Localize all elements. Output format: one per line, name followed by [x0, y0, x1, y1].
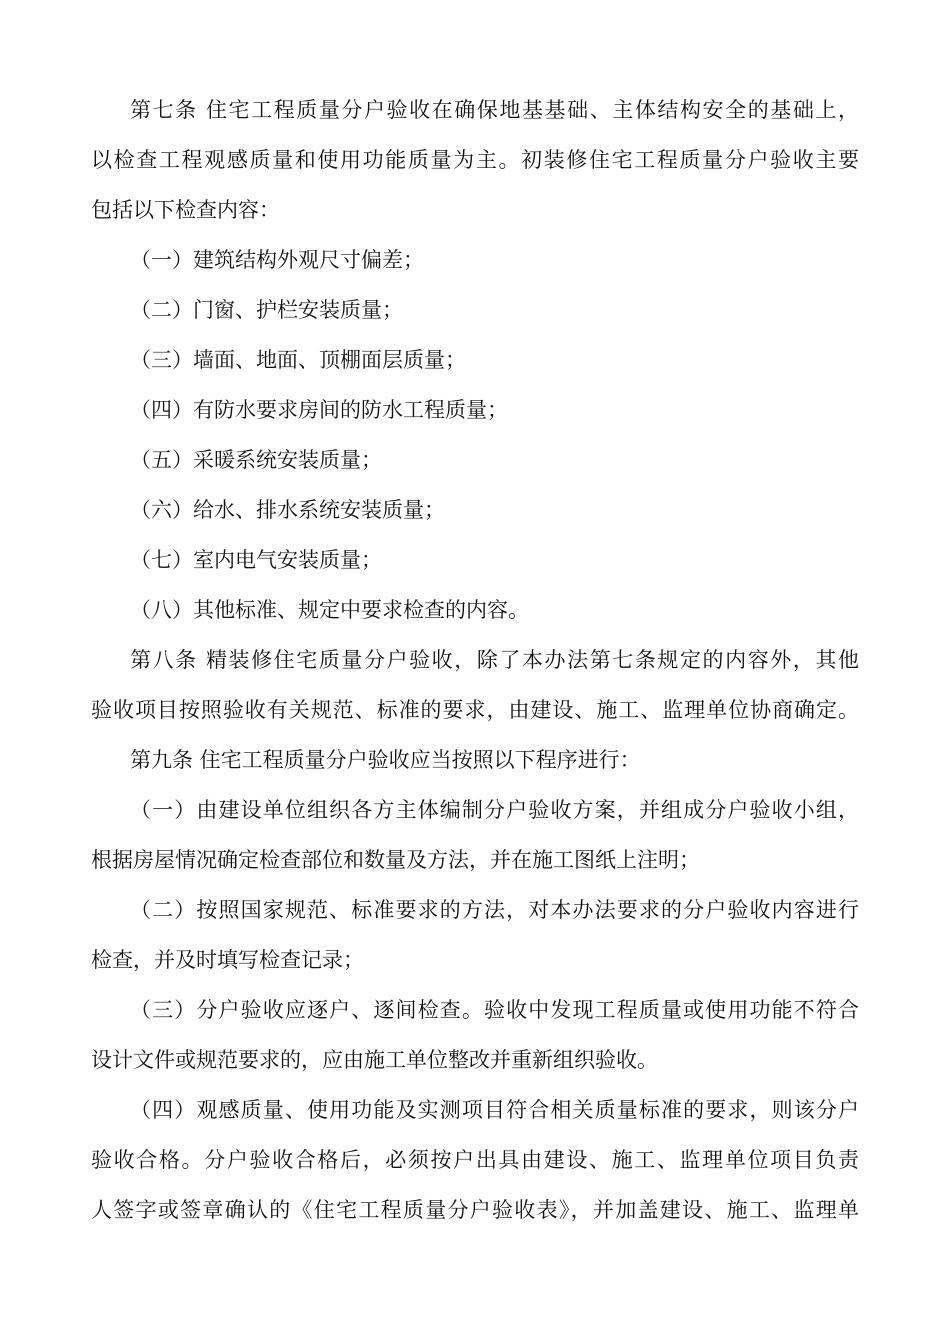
- list-item-1: （一）建筑结构外观尺寸偏差；: [130, 248, 424, 272]
- procedure-item-4-continued: 人签字或签章确认的《住宅工程质量分户验收表》，并加盖建设、施工、监理单: [91, 1198, 859, 1222]
- article-8-text-line: 验收项目按照验收有关规范、标准的要求，由建设、施工、监理单位协商确定。: [91, 698, 859, 722]
- list-item-8: （八）其他标准、规定中要求检查的内容。: [130, 598, 529, 622]
- procedure-item-1-continued: 根据房屋情况确定检查部位和数量及方法，并在施工图纸上注明；: [91, 848, 700, 872]
- article-7-heading-line: 第七条 住宅工程质量分户验收在确保地基基础、主体结构安全的基础上，: [130, 98, 859, 122]
- list-item-7: （七）室内电气安装质量；: [130, 548, 382, 572]
- procedure-item-4-continued: 验收合格。分户验收合格后，必须按户出具由建设、施工、监理单位项目负责: [91, 1148, 859, 1172]
- procedure-item-2: （二）按照国家规范、标准要求的方法，对本办法要求的分户验收内容进行: [130, 898, 859, 922]
- procedure-item-2-continued: 检查，并及时填写检查记录；: [91, 948, 364, 972]
- list-item-3: （三）墙面、地面、顶棚面层质量；: [130, 348, 466, 372]
- procedure-item-3-continued: 设计文件或规范要求的，应由施工单位整改并重新组织验收。: [91, 1048, 658, 1072]
- list-item-4: （四）有防水要求房间的防水工程质量；: [130, 398, 508, 422]
- article-8-heading-line: 第八条 精装修住宅质量分户验收，除了本办法第七条规定的内容外，其他: [130, 648, 859, 672]
- article-9-heading-line: 第九条 住宅工程质量分户验收应当按照以下程序进行：: [130, 748, 641, 772]
- list-item-6: （六）给水、排水系统安装质量；: [130, 498, 445, 522]
- procedure-item-3: （三）分户验收应逐户、逐间检查。验收中发现工程质量或使用功能不符合: [130, 998, 859, 1022]
- article-7-text-line: 以检查工程观感质量和使用功能质量为主。初装修住宅工程质量分户验收主要: [91, 148, 859, 172]
- procedure-item-4: （四）观感质量、使用功能及实测项目符合相关质量标准的要求，则该分户: [130, 1098, 859, 1122]
- procedure-item-1: （一）由建设单位组织各方主体编制分户验收方案，并组成分户验收小组，: [130, 798, 859, 822]
- list-item-2: （二）门窗、护栏安装质量；: [130, 298, 403, 322]
- list-item-5: （五）采暖系统安装质量；: [130, 448, 382, 472]
- article-7-text-line: 包括以下检查内容：: [91, 198, 280, 222]
